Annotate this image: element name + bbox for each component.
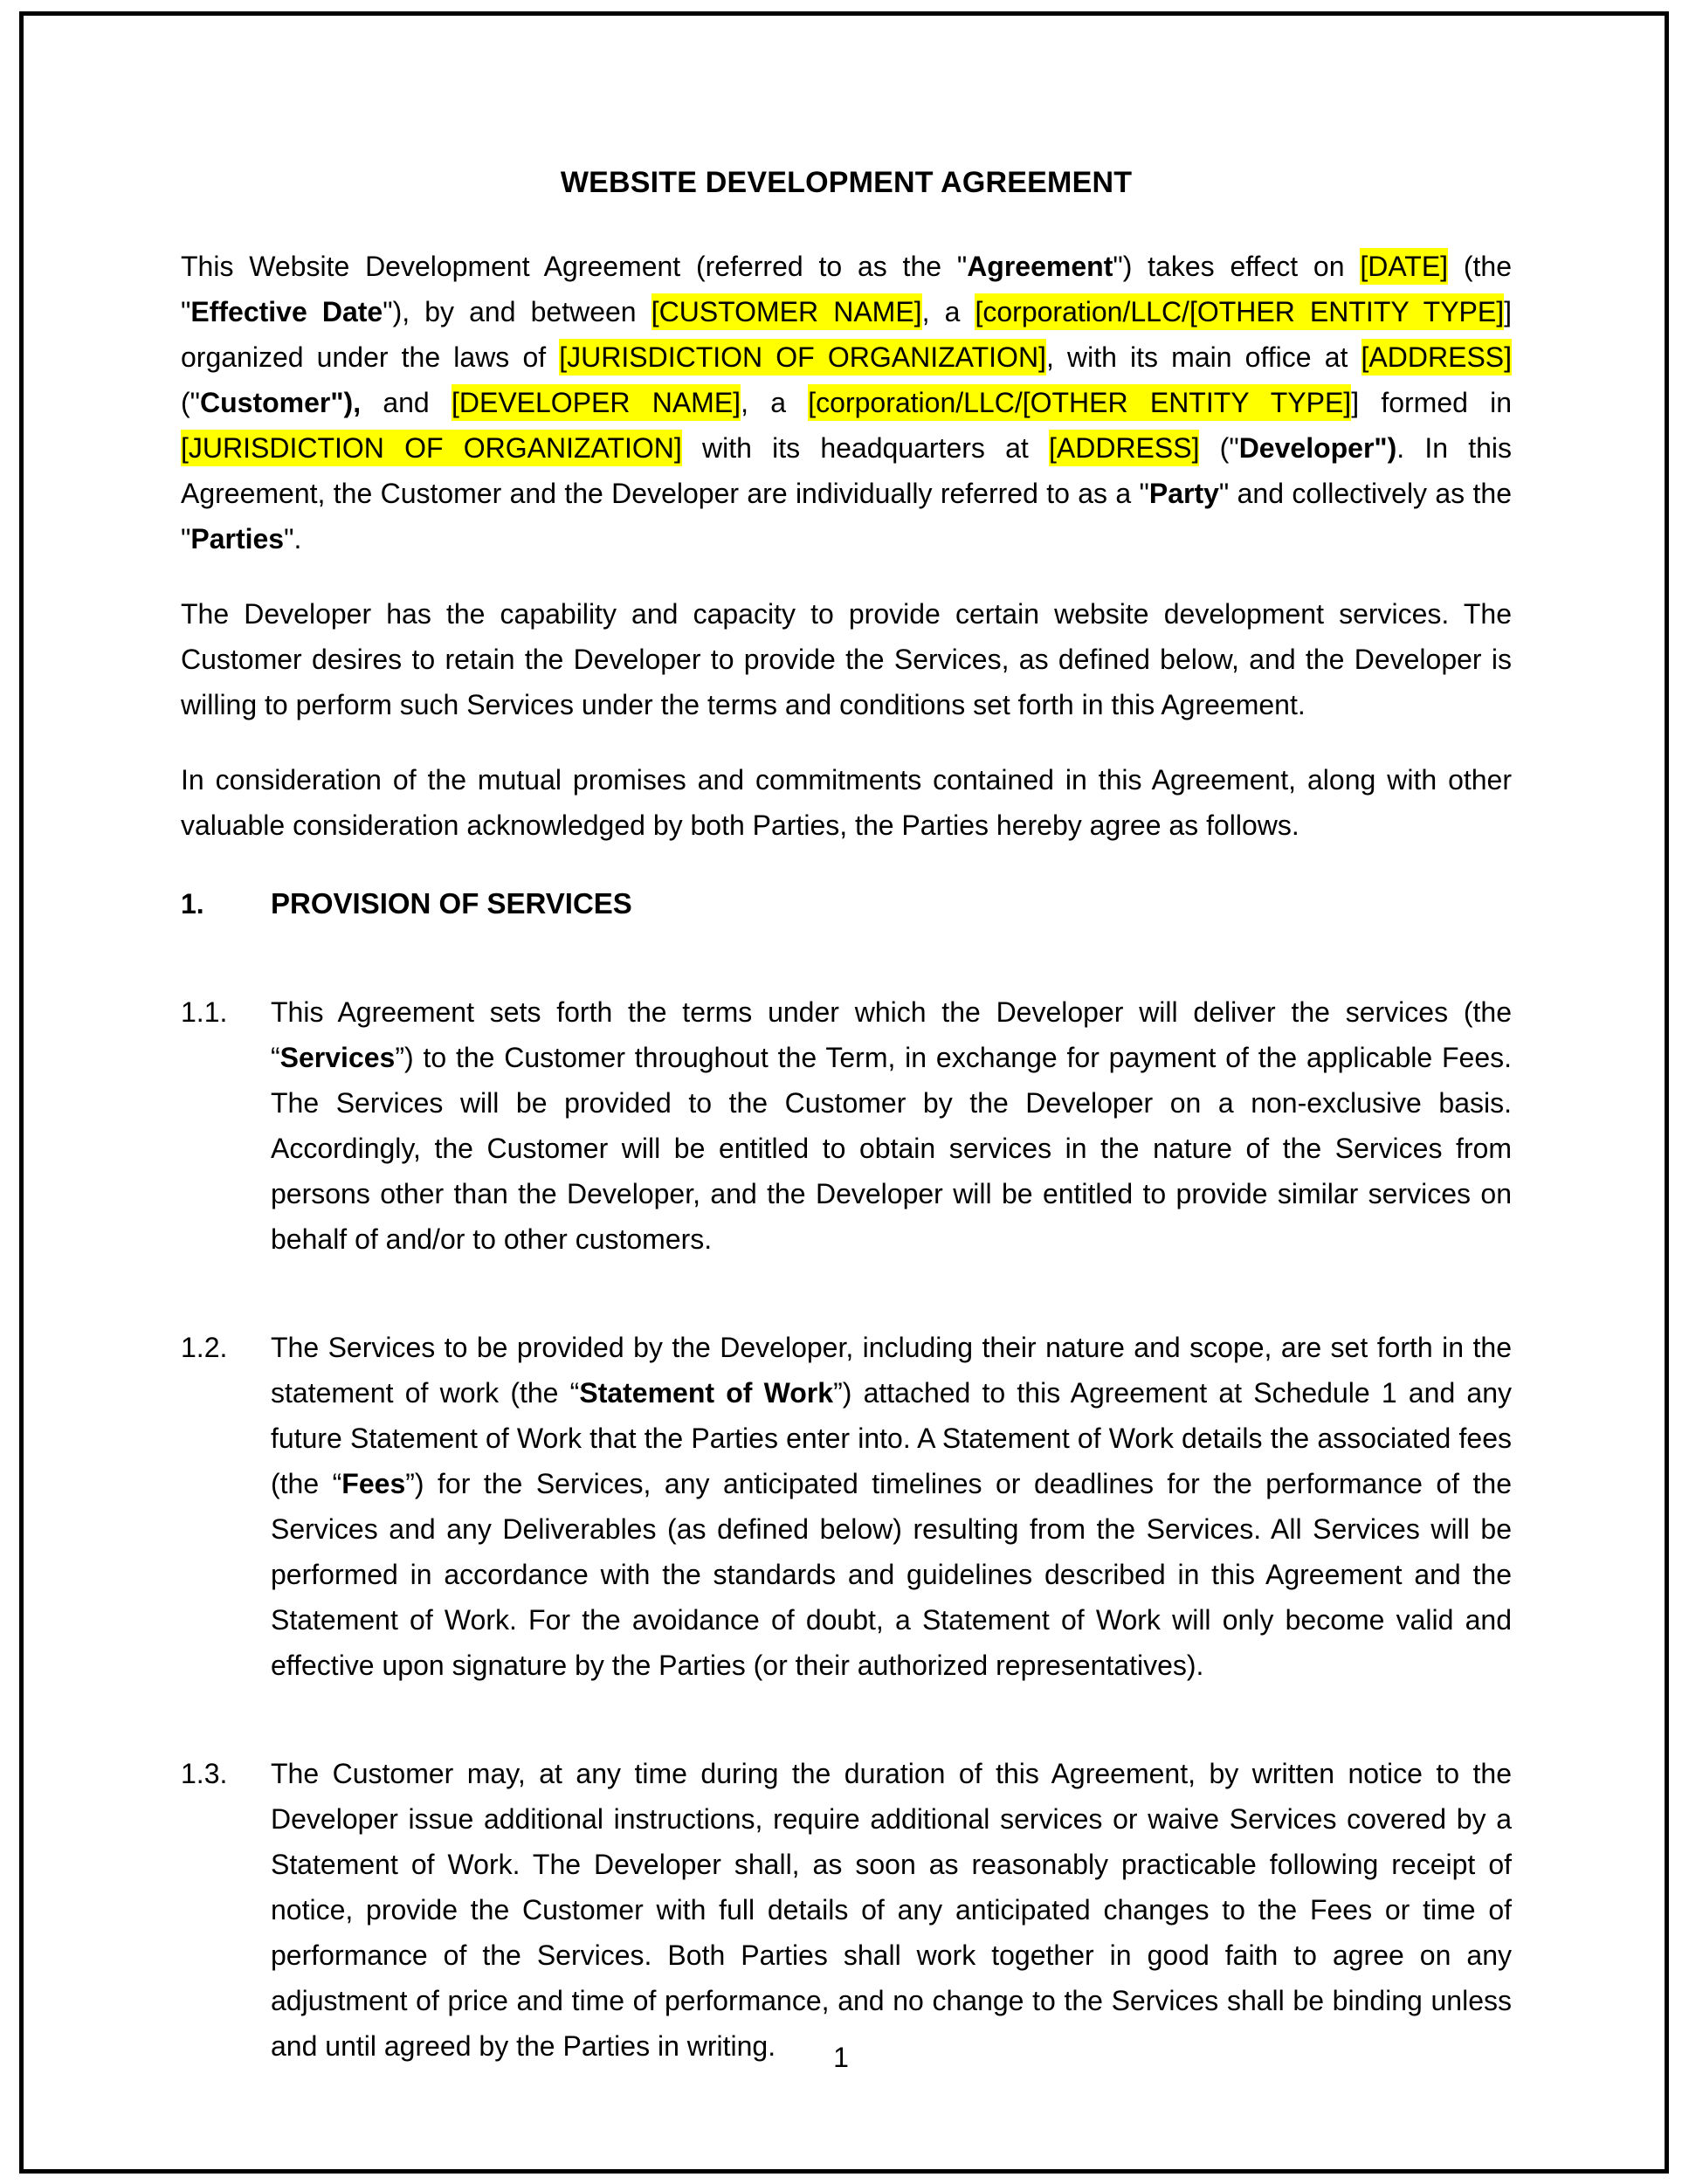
page-number: 1 (833, 2042, 849, 2073)
section-heading-label: PROVISION OF SERVICES (271, 887, 632, 920)
highlighted-placeholder: [ADDRESS] (1361, 339, 1512, 375)
highlighted-placeholder: [JURISDICTION OF ORGANIZATION] (181, 430, 682, 466)
clause-number: 1.3. (181, 1758, 228, 1789)
intro-paragraph-1: This Website Development Agreement (referred to as the "Agreement") takes effect on [DATE] (the "Effective Date"), by and between [CUSTOMER NAME], a [corporation/LLC/[OTHER ENTITY TYPE]] organized under the laws of [JURISDICTION OF ORGANIZATION], with its main office at [ADDRESS] ("Customer"), and [DEVELOPER NAME], a [corporation/LLC/[OTHER ENTITY TYPE]] formed in [JURISDICTION OF ORGANIZATION] with its headquarters at [ADDRESS] ("Developer"). In this Agreement, the Customer and the Developer are individually referred to as a "Party" and collectively as the "Parties". (181, 244, 1512, 562)
highlighted-placeholder: [DATE] (1360, 248, 1448, 285)
clause-number: 1.2. (181, 1332, 228, 1363)
highlighted-placeholder: [corporation/LLC/[OTHER ENTITY TYPE] (808, 384, 1351, 421)
clause-item-1-3 (181, 1751, 1512, 2069)
document-page (181, 166, 1512, 2069)
highlighted-placeholder: [ADDRESS] (1049, 430, 1199, 466)
section-number: 1. (181, 888, 204, 920)
clause-text: The Services to be provided by the Developer, including their nature and scope, are set forth in the statement of work (the “Statement of Work”) attached to this Agreement at Schedule 1 and any future Statement of Work that the Parties enter into. A Statement of Work details the associated fees (the “Fees”) for the Services, any anticipated timelines or deadlines for the performance of the Services and any Deliverables (as defined below) resulting from the Services. All Services will be performed in accordance with the standards and guidelines described in this Agreement and the Statement of Work. For the avoidance of doubt, a Statement of Work will only become valid and effective upon signature by the Parties (or their authorized representatives). (271, 1332, 1513, 1681)
clause-item-1-2 (181, 1325, 1512, 1688)
highlighted-placeholder: [JURISDICTION OF ORGANIZATION] (559, 339, 1046, 375)
intro-paragraph-2: The Developer has the capability and capacity to provide certain website development services. The Customer desires to retain the Developer to provide the Services, as defined below, and the Developer is willing to perform such Services under the terms and conditions set forth in this Agreement. (181, 598, 1512, 720)
clause-text: The Customer may, at any time during the duration of this Agreement, by written notice to the Developer issue additional instructions, require additional services or waive Services covered by a Statement of Work. The Developer shall, as soon as reasonably practicable following receipt of notice, provide the Customer with full details of any anticipated changes to the Fees or time of performance of the Services. Both Parties shall work together in good faith to agree on any adjustment of price and time of performance, and no change to the Services shall be binding unless and until agreed by the Parties in writing. (271, 1758, 1512, 2062)
highlighted-placeholder: [corporation/LLC/[OTHER ENTITY TYPE] (975, 293, 1504, 330)
document-title: WEBSITE DEVELOPMENT AGREEMENT (560, 166, 1133, 199)
clause-text: This Agreement sets forth the terms under which the Developer will deliver the services (the “Services”) to the Customer throughout the Term, in exchange for payment of the applicable Fees. The Services will be provided to the Customer by the Developer on a non-exclusive basis. Accordingly, the Customer will be entitled to obtain services in the nature of the Services from persons other than the Developer, and the Developer will be entitled to provide similar services on behalf of and/or to other customers. (271, 996, 1512, 1255)
clause-item-1-1 (181, 989, 1512, 1262)
highlighted-placeholder: [DEVELOPER NAME] (452, 384, 741, 421)
intro-paragraph-3: In consideration of the mutual promises and commitments contained in this Agreement, along with other valuable consideration acknowledged by both Parties, the Parties hereby agree as follows. (181, 764, 1512, 841)
highlighted-placeholder: [CUSTOMER NAME] (651, 293, 922, 330)
section-heading (181, 881, 1512, 927)
clause-number: 1.1. (181, 996, 228, 1028)
